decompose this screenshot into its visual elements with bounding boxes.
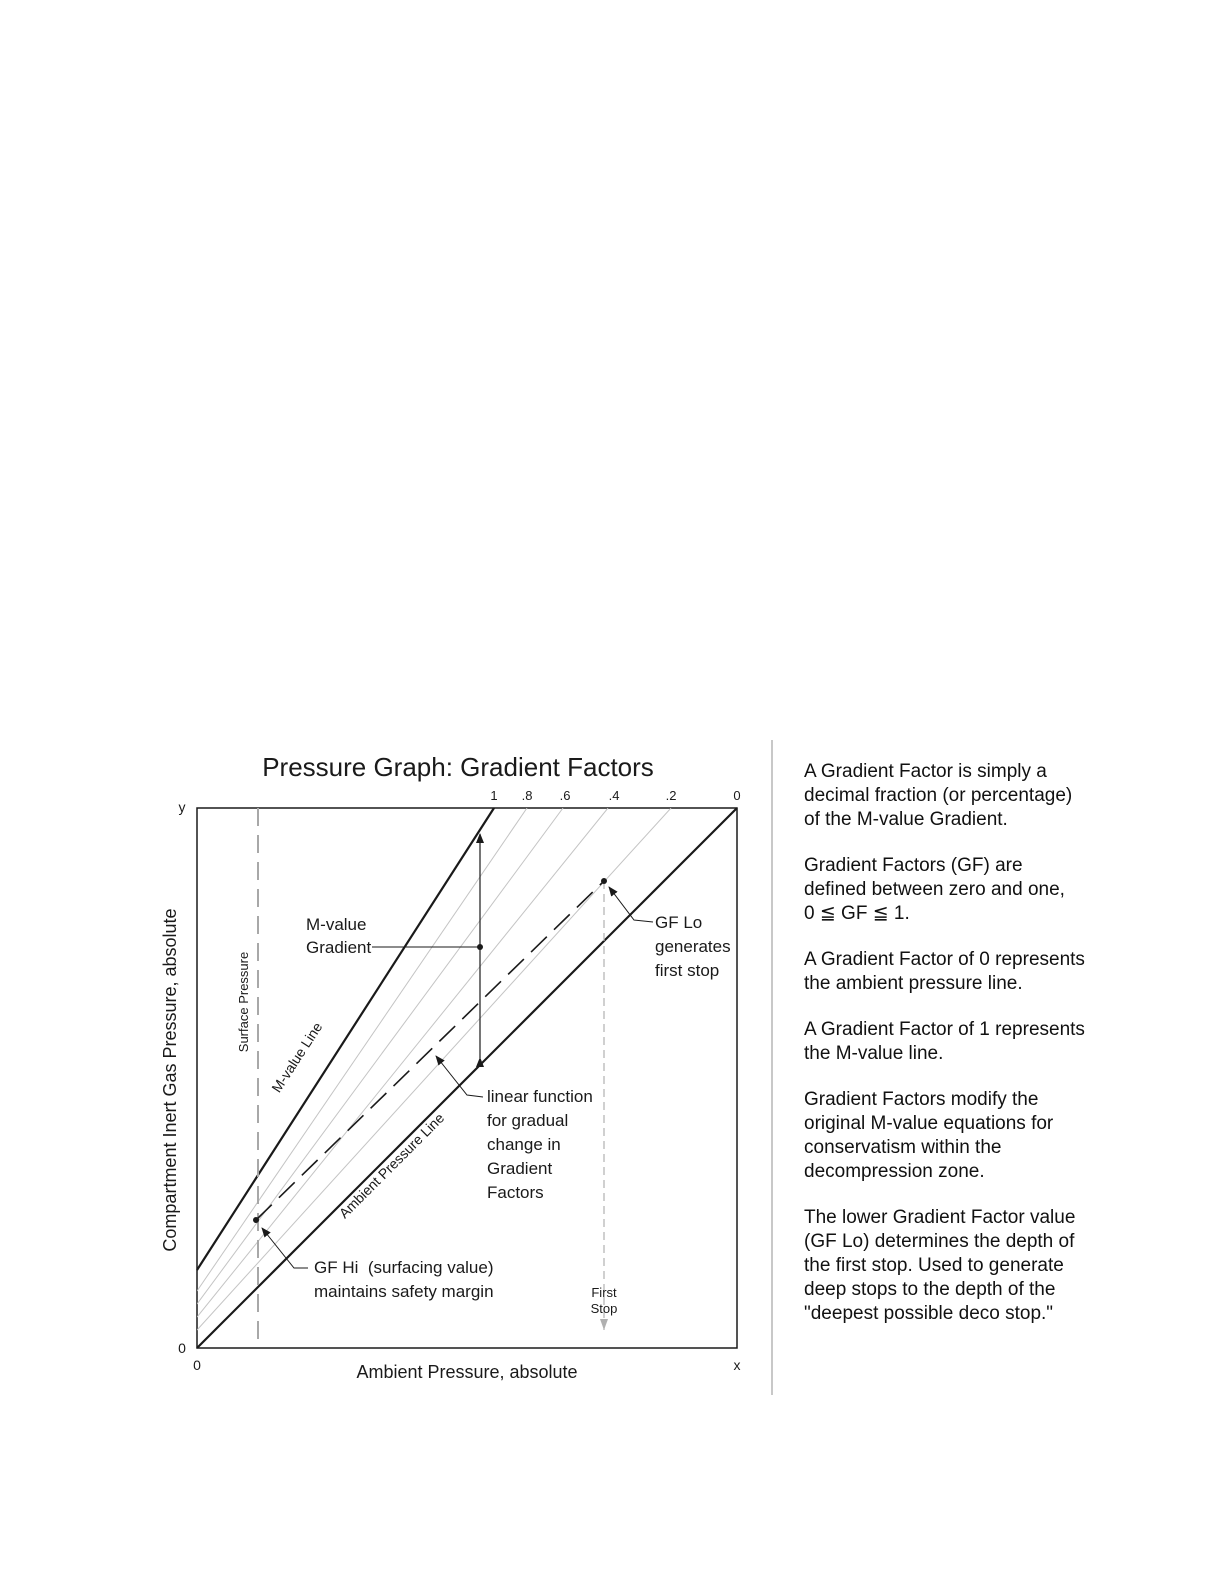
y-axis-title: Compartment Inert Gas Pressure, absolute: [160, 908, 180, 1252]
gf-tick-labels: [490, 788, 740, 803]
gf-tick-0: 0: [733, 788, 741, 803]
gf-tick-0.6: .6: [559, 788, 571, 803]
svg-text:for gradual: for gradual: [487, 1111, 569, 1130]
gf-hi-label: [314, 1258, 494, 1301]
first-stop-label: [591, 1285, 618, 1316]
svg-text:change in: change in: [487, 1135, 561, 1154]
svg-text:maintains safety margin: maintains safety margin: [314, 1282, 494, 1301]
svg-text:First: First: [591, 1285, 617, 1300]
svg-text:generates: generates: [655, 937, 731, 956]
m-value-gradient-label: [306, 915, 371, 957]
explanation-paragraph-4: A Gradient Factor of 1 represents the M-value line.: [804, 1019, 1085, 1064]
explanation-paragraph-1: A Gradient Factor is simply a decimal fraction (or percentage) of the M-value Gradient.: [804, 761, 1073, 830]
gf-lo-leader: [609, 887, 653, 922]
gf-tick-0.8: .8: [521, 788, 533, 803]
gf-tick-1: 1: [490, 788, 498, 803]
explanation-paragraph-6: The lower Gradient Factor value (GF Lo) determines the depth of the first stop. Used to generate deep stops to the depth of the "deepest possible deco stop.": [804, 1207, 1076, 1324]
svg-text:Factors: Factors: [487, 1183, 544, 1202]
linear-function-label: [487, 1087, 593, 1202]
x-axis-origin-label: 0: [193, 1357, 201, 1373]
x-axis-title: Ambient Pressure, absolute: [356, 1362, 578, 1382]
linear-function-leader: [436, 1056, 483, 1097]
explanation-panel: [804, 760, 1104, 1348]
gf-lo-label: [655, 913, 731, 980]
gf-line-0.6: [197, 808, 563, 1304]
svg-text:first stop: first stop: [655, 961, 720, 980]
svg-text:Gradient: Gradient: [306, 938, 372, 957]
panel-divider: [771, 740, 773, 1395]
x-axis-end-label: x: [733, 1357, 741, 1373]
svg-text:linear function: linear function: [487, 1087, 593, 1106]
gf-line-0.2: [197, 808, 671, 1330]
gf-lo-point: [601, 878, 607, 884]
gf-tick-0.4: .4: [608, 788, 620, 803]
ambient-pressure-line-label: Ambient Pressure Line: [335, 1109, 448, 1222]
svg-text:GF Hi (surfacing value): GF Hi (surfacing value): [314, 1258, 494, 1277]
explanation-paragraph-5: Gradient Factors modify the original M-value equations for conservatism within the decompression zone.: [804, 1089, 1054, 1182]
svg-text:Stop: Stop: [590, 1301, 618, 1316]
gf-tick-0.2: .2: [665, 788, 677, 803]
svg-text:Gradient: Gradient: [487, 1159, 553, 1178]
svg-text:M-value: M-value: [306, 915, 367, 934]
gradient-factor-lines: [197, 808, 671, 1330]
chart-title: Pressure Graph: Gradient Factors: [262, 752, 654, 782]
gf-hi-leader: [262, 1228, 308, 1268]
svg-text:GF Lo: GF Lo: [655, 913, 703, 932]
explanation-paragraph-3: A Gradient Factor of 0 represents the ambient pressure line.: [804, 949, 1085, 994]
m-value-line-label: M-value Line: [268, 1019, 326, 1096]
surface-pressure-label: Surface Pressure: [236, 951, 251, 1053]
y-axis-origin-label: 0: [178, 1340, 186, 1356]
explanation-paragraph-2: Gradient Factors (GF) are defined between zero and one, 0 ≦ GF ≦ 1.: [804, 855, 1065, 924]
y-axis-end-label: y: [178, 799, 186, 815]
gf-hi-point: [253, 1217, 259, 1223]
